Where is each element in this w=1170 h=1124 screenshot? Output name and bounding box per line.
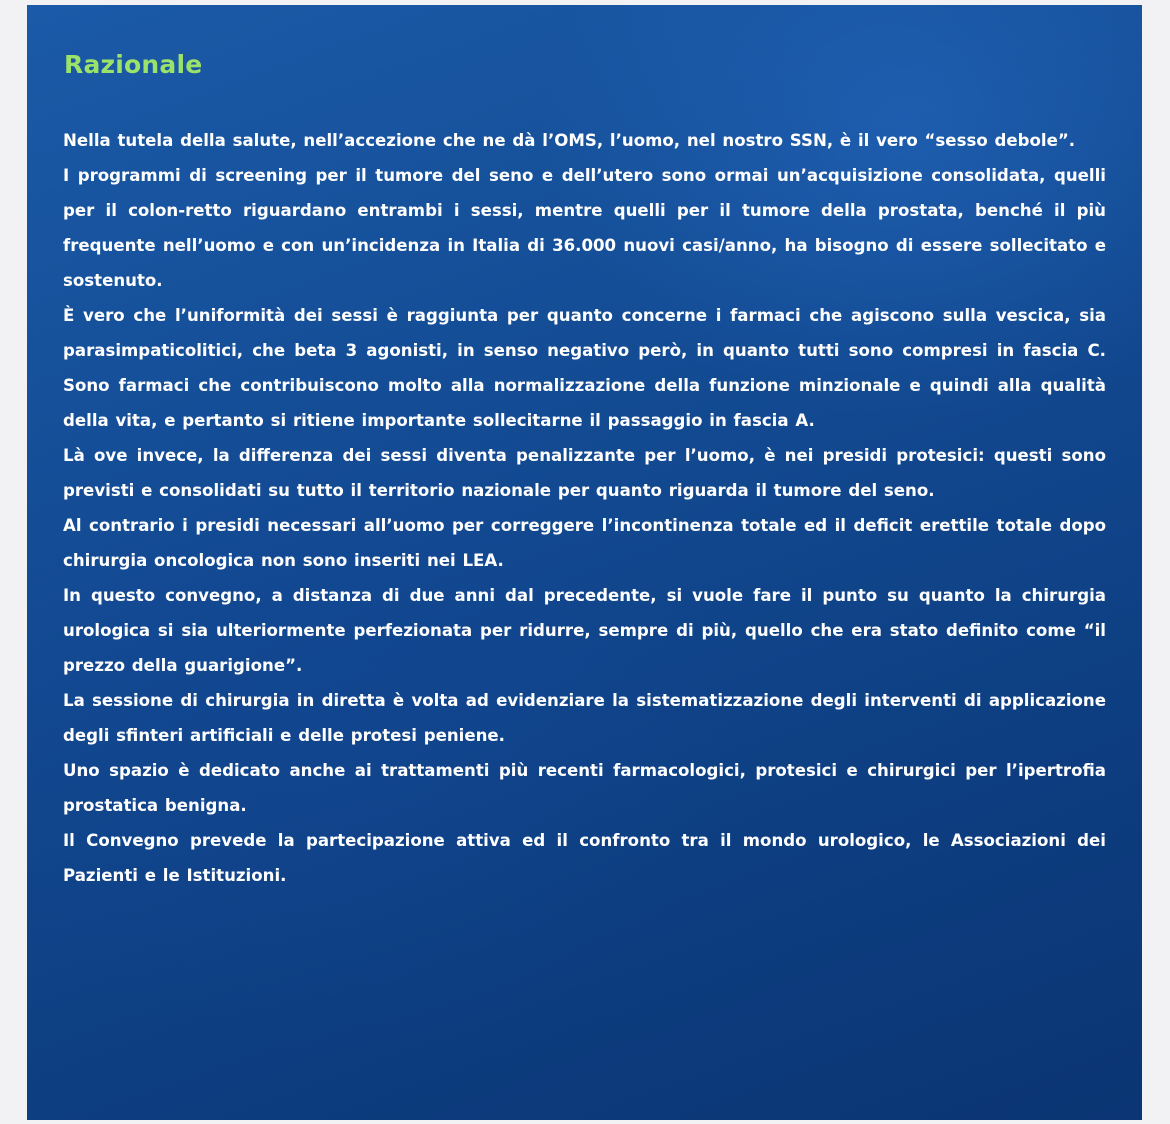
paragraph: Il Convegno prevede la partecipazione attiva ed il confronto tra il mondo urologico, le Associazioni dei Pazienti e le Istituzioni. [63,831,1106,885]
paragraph: Nella tutela della salute, nell’accezione che ne dà l’OMS, l’uomo, nel nostro SSN, è il vero “sesso debole”. [63,131,1076,150]
body-text [63,123,1106,893]
paragraph: Là ove invece, la differenza dei sessi diventa penalizzante per l’uomo, è nei presidi protesici: questi sono previsti e consolidati su tutto il territorio nazionale per quanto riguarda il tumore del seno. [63,446,1106,500]
paragraph: È vero che l’uniformità dei sessi è raggiunta per quanto concerne i farmaci che agiscono sulla vescica, sia parasimpaticolitici, che beta 3 agonisti, in senso negativo però, in quanto tutti sono compresi in fascia C. Sono farmaci che contribuiscono molto alla normalizzazione della funzione minzionale e quindi alla qualità della vita, e pertanto si ritiene importante sollecitarne il passaggio in fascia A. [63,306,1106,430]
paragraph: Al contrario i presidi necessari all’uomo per correggere l’incontinenza totale ed il deficit erettile totale dopo chirurgia oncologica non sono inseriti nei LEA. [63,516,1106,570]
document-page [27,5,1142,1120]
paragraph: In questo convegno, a distanza di due anni dal precedente, si vuole fare il punto su quanto la chirurgia urologica si sia ulteriormente perfezionata per ridurre, sempre di più, quello che era stato definito come “il prezzo della guarigione”. [63,586,1106,675]
paragraph: La sessione di chirurgia in diretta è volta ad evidenziare la sistematizzazione degli interventi di applicazione degli sfinteri artificiali e delle protesi peniene. [63,691,1106,745]
paragraph: I programmi di screening per il tumore del seno e dell’utero sono ormai un’acquisizione consolidata, quelli per il colon-retto riguardano entrambi i sessi, mentre quelli per il tumore della prostata, benché il più frequente nell’uomo e con un’incidenza in Italia di 36.000 nuovi casi/anno, ha bisogno di essere sollecitato e sostenuto. [63,166,1106,290]
page-title: Razionale [64,50,203,79]
paragraph: Uno spazio è dedicato anche ai trattamenti più recenti farmacologici, protesici e chirurgici per l’ipertrofia prostatica benigna. [63,761,1106,815]
